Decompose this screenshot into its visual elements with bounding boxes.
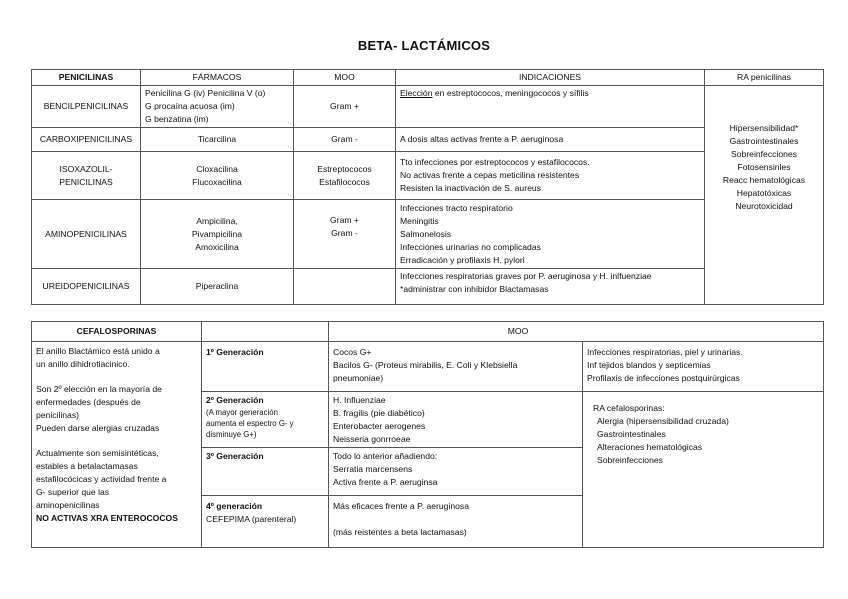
generation-note: (A mayor generación: [206, 408, 278, 417]
description-warning: NO ACTIVAS XRA ENTEROCOCOS: [36, 513, 178, 523]
row-moo: [294, 269, 396, 305]
moo-line: (más reistentes a beta lactamasas): [333, 527, 467, 537]
description-line: Pueden darse alergias cruzadas: [36, 423, 160, 433]
generation-name: 2º Generación: [206, 395, 264, 405]
description-line: G- superior que las: [36, 487, 110, 497]
description-line: aminopenicilinas: [36, 500, 100, 510]
generation-moo: [329, 342, 583, 392]
ra-title: RA cefalosporinas:: [593, 403, 665, 413]
ra-item: Gastrointestinales: [597, 429, 666, 439]
row-indications: [396, 200, 705, 269]
description-line: un anillo dihidrotiacinico.: [36, 359, 130, 369]
header-penicilinas: PENICILINAS: [32, 70, 141, 86]
row-moo: Gram -: [294, 128, 396, 152]
header-moo: MOO: [294, 70, 396, 86]
moo-line: Estafilococos: [319, 176, 370, 187]
indication-line: Salmonelosis: [400, 228, 452, 239]
spacer: [36, 435, 197, 447]
header-indicaciones: INDICACIONES: [396, 70, 705, 86]
row-moo: [294, 152, 396, 200]
indication-line: Erradicación y profilaxis H. pylori: [400, 254, 525, 265]
penicilinas-header-row: [32, 70, 824, 86]
drug-line: Amoxicilina: [195, 241, 239, 252]
moo-line: Estreptococos: [317, 163, 372, 174]
generation-moo: [329, 392, 583, 448]
row-drugs: [141, 152, 294, 200]
ra-item: Hipersensibilidad*: [729, 123, 799, 133]
drug-line: Ampicilina,: [196, 215, 238, 226]
spacer: [333, 513, 578, 526]
generation-cell: [202, 392, 329, 448]
ra-item: Gastrointestinales: [729, 136, 799, 146]
penicilinas-table: [31, 69, 824, 305]
moo-line: Gram -: [331, 228, 358, 238]
generation-note: disminuye G+): [206, 430, 257, 439]
header-moo: MOO: [329, 322, 824, 342]
drug-line: G benzatina (im): [145, 114, 209, 124]
ra-item: Fotosensinles: [737, 162, 791, 172]
generation-name: 3º Generación: [202, 448, 329, 496]
description-line: enfermedades (después de: [36, 397, 141, 407]
moo-line: Enterobacter aerogenes: [333, 421, 426, 431]
indication-line: Infecciones respiratorias, piel y urinarias.: [587, 347, 743, 357]
row-name: AMINOPENICILINAS: [32, 200, 141, 269]
row-indications: A dosis altas activas frente a P. aeruginosa: [396, 128, 705, 152]
generation-note: aumenta el espectro G- y: [206, 419, 294, 428]
table-row: [32, 342, 824, 392]
indication-line: Infecciones urinarias no complicadas: [400, 241, 541, 252]
indication-line: Infecciones respiratorias graves por P. aeruginosa y H. inlfuenziae: [400, 271, 652, 281]
cefalosporinas-description: [32, 342, 202, 548]
header-ra-penicilinas: RA penicilinas: [705, 70, 824, 86]
row-name: CARBOXIPENICILINAS: [32, 128, 141, 152]
generation-moo: [329, 496, 583, 548]
ra-item: Sobreinfecciones: [597, 455, 663, 465]
ra-cefalosporinas-list: [583, 392, 824, 548]
row-moo: Gram +: [294, 86, 396, 128]
moo-line: pneumoniae): [333, 373, 384, 383]
indication-line: Infecciones tracto respiratorio: [400, 202, 513, 213]
row-drugs: Piperaclina: [141, 269, 294, 305]
ra-item: Hepatotóxicas: [736, 188, 792, 198]
moo-line: Serratia marcensens: [333, 464, 413, 474]
row-drugs: [141, 86, 294, 128]
indication-line: Meningitis: [400, 215, 439, 226]
spacer: [36, 371, 197, 383]
description-line: penicilinas): [36, 410, 79, 420]
table-row: [32, 86, 824, 128]
cefalosporinas-table: [31, 321, 824, 548]
description-line: Actualmente son semisintéticas,: [36, 448, 159, 458]
row-indications: [396, 152, 705, 200]
drug-line: Pivampicilina: [191, 228, 243, 239]
header-cefalosporinas: CEFALOSPORINAS: [32, 322, 202, 342]
drug-line: Penicilina G (iv) Penicilina V (o): [145, 88, 266, 98]
ra-item: Sobreinfecciones: [731, 149, 797, 159]
row-indications: [396, 269, 705, 305]
cefalosporinas-header-row: [32, 322, 824, 342]
page-title: BETA- LACTÁMICOS: [357, 38, 491, 53]
cefalosporinas-indications: [583, 342, 824, 392]
row-name: ISOXAZOLIL-PENICILINAS: [32, 152, 141, 200]
moo-line: H. Influenziae: [333, 395, 386, 405]
row-drugs: [141, 200, 294, 269]
ra-item: Reacc hematológicas: [722, 175, 806, 185]
moo-line: Bacilos G- (Proteus mirabilis, E. Coli y Klebsiella: [333, 360, 518, 370]
moo-line: Activa frente a P. aeruginsa: [333, 477, 438, 487]
indication-line: Tto infecciones por estreptococos y estafilococos.: [400, 157, 590, 167]
moo-line: Más eficaces frente a P. aeruginosa: [333, 501, 469, 511]
indication-line: Inf tejidos blandos y septicemias: [587, 360, 711, 370]
header-empty: [202, 322, 329, 342]
generation-name: 1º Generación: [202, 342, 329, 392]
indication-line: Profilaxis de infecciones postquirúrgicas: [587, 373, 740, 383]
moo-line: Cocos G+: [333, 347, 372, 357]
row-drugs: Ticarcilina: [141, 128, 294, 152]
moo-line: Todo lo anterior añadiendo:: [333, 451, 438, 461]
header-farmacos: FÁRMACOS: [141, 70, 294, 86]
row-name: BENCILPENICILINAS: [32, 86, 141, 128]
row-moo: [294, 200, 396, 269]
indication-line: No activas frente a cepas meticilina resistentes: [400, 170, 580, 180]
indication-text: en estreptococos, meningococos y sífilis: [432, 88, 589, 98]
description-line: estafilocócicas y actividad frente a: [36, 474, 167, 484]
moo-line: B. fragilis (pie diabético): [333, 408, 425, 418]
indication-emphasis: Elección: [400, 88, 433, 98]
moo-line: Neisseria gonrroeae: [333, 434, 411, 444]
description-line: estables a betalactamasas: [36, 461, 138, 471]
ra-penicilinas-list: [705, 86, 824, 305]
ra-item: Alergia (hipersensibilidad cruzada): [597, 416, 729, 426]
description-line: El anillo Blactámico está unido a: [36, 346, 160, 356]
row-name: UREIDOPENICILINAS: [32, 269, 141, 305]
row-indications: [396, 86, 705, 128]
drug-line: Cloxacilina: [196, 163, 238, 174]
generation-moo: [329, 448, 583, 496]
generation-note: CEFEPIMA (parenteral): [206, 514, 297, 524]
ra-item: Neurotoxicidad: [735, 201, 793, 211]
moo-line: Gram +: [330, 215, 359, 225]
generation-name: 4º generación: [206, 501, 263, 511]
drug-line: Flucoxacilina: [192, 176, 242, 187]
indication-line: Resisten la inactivación de S. aureus: [400, 183, 541, 193]
description-line: Son 2º elección en la mayoría de: [36, 384, 162, 394]
generation-cell: [202, 496, 329, 548]
drug-line: G procaína acuosa (im): [145, 101, 235, 111]
ra-item: Alteraciones hematológicas: [597, 442, 703, 452]
indication-line: *administrar con inhibidor Blactamasas: [400, 284, 549, 294]
